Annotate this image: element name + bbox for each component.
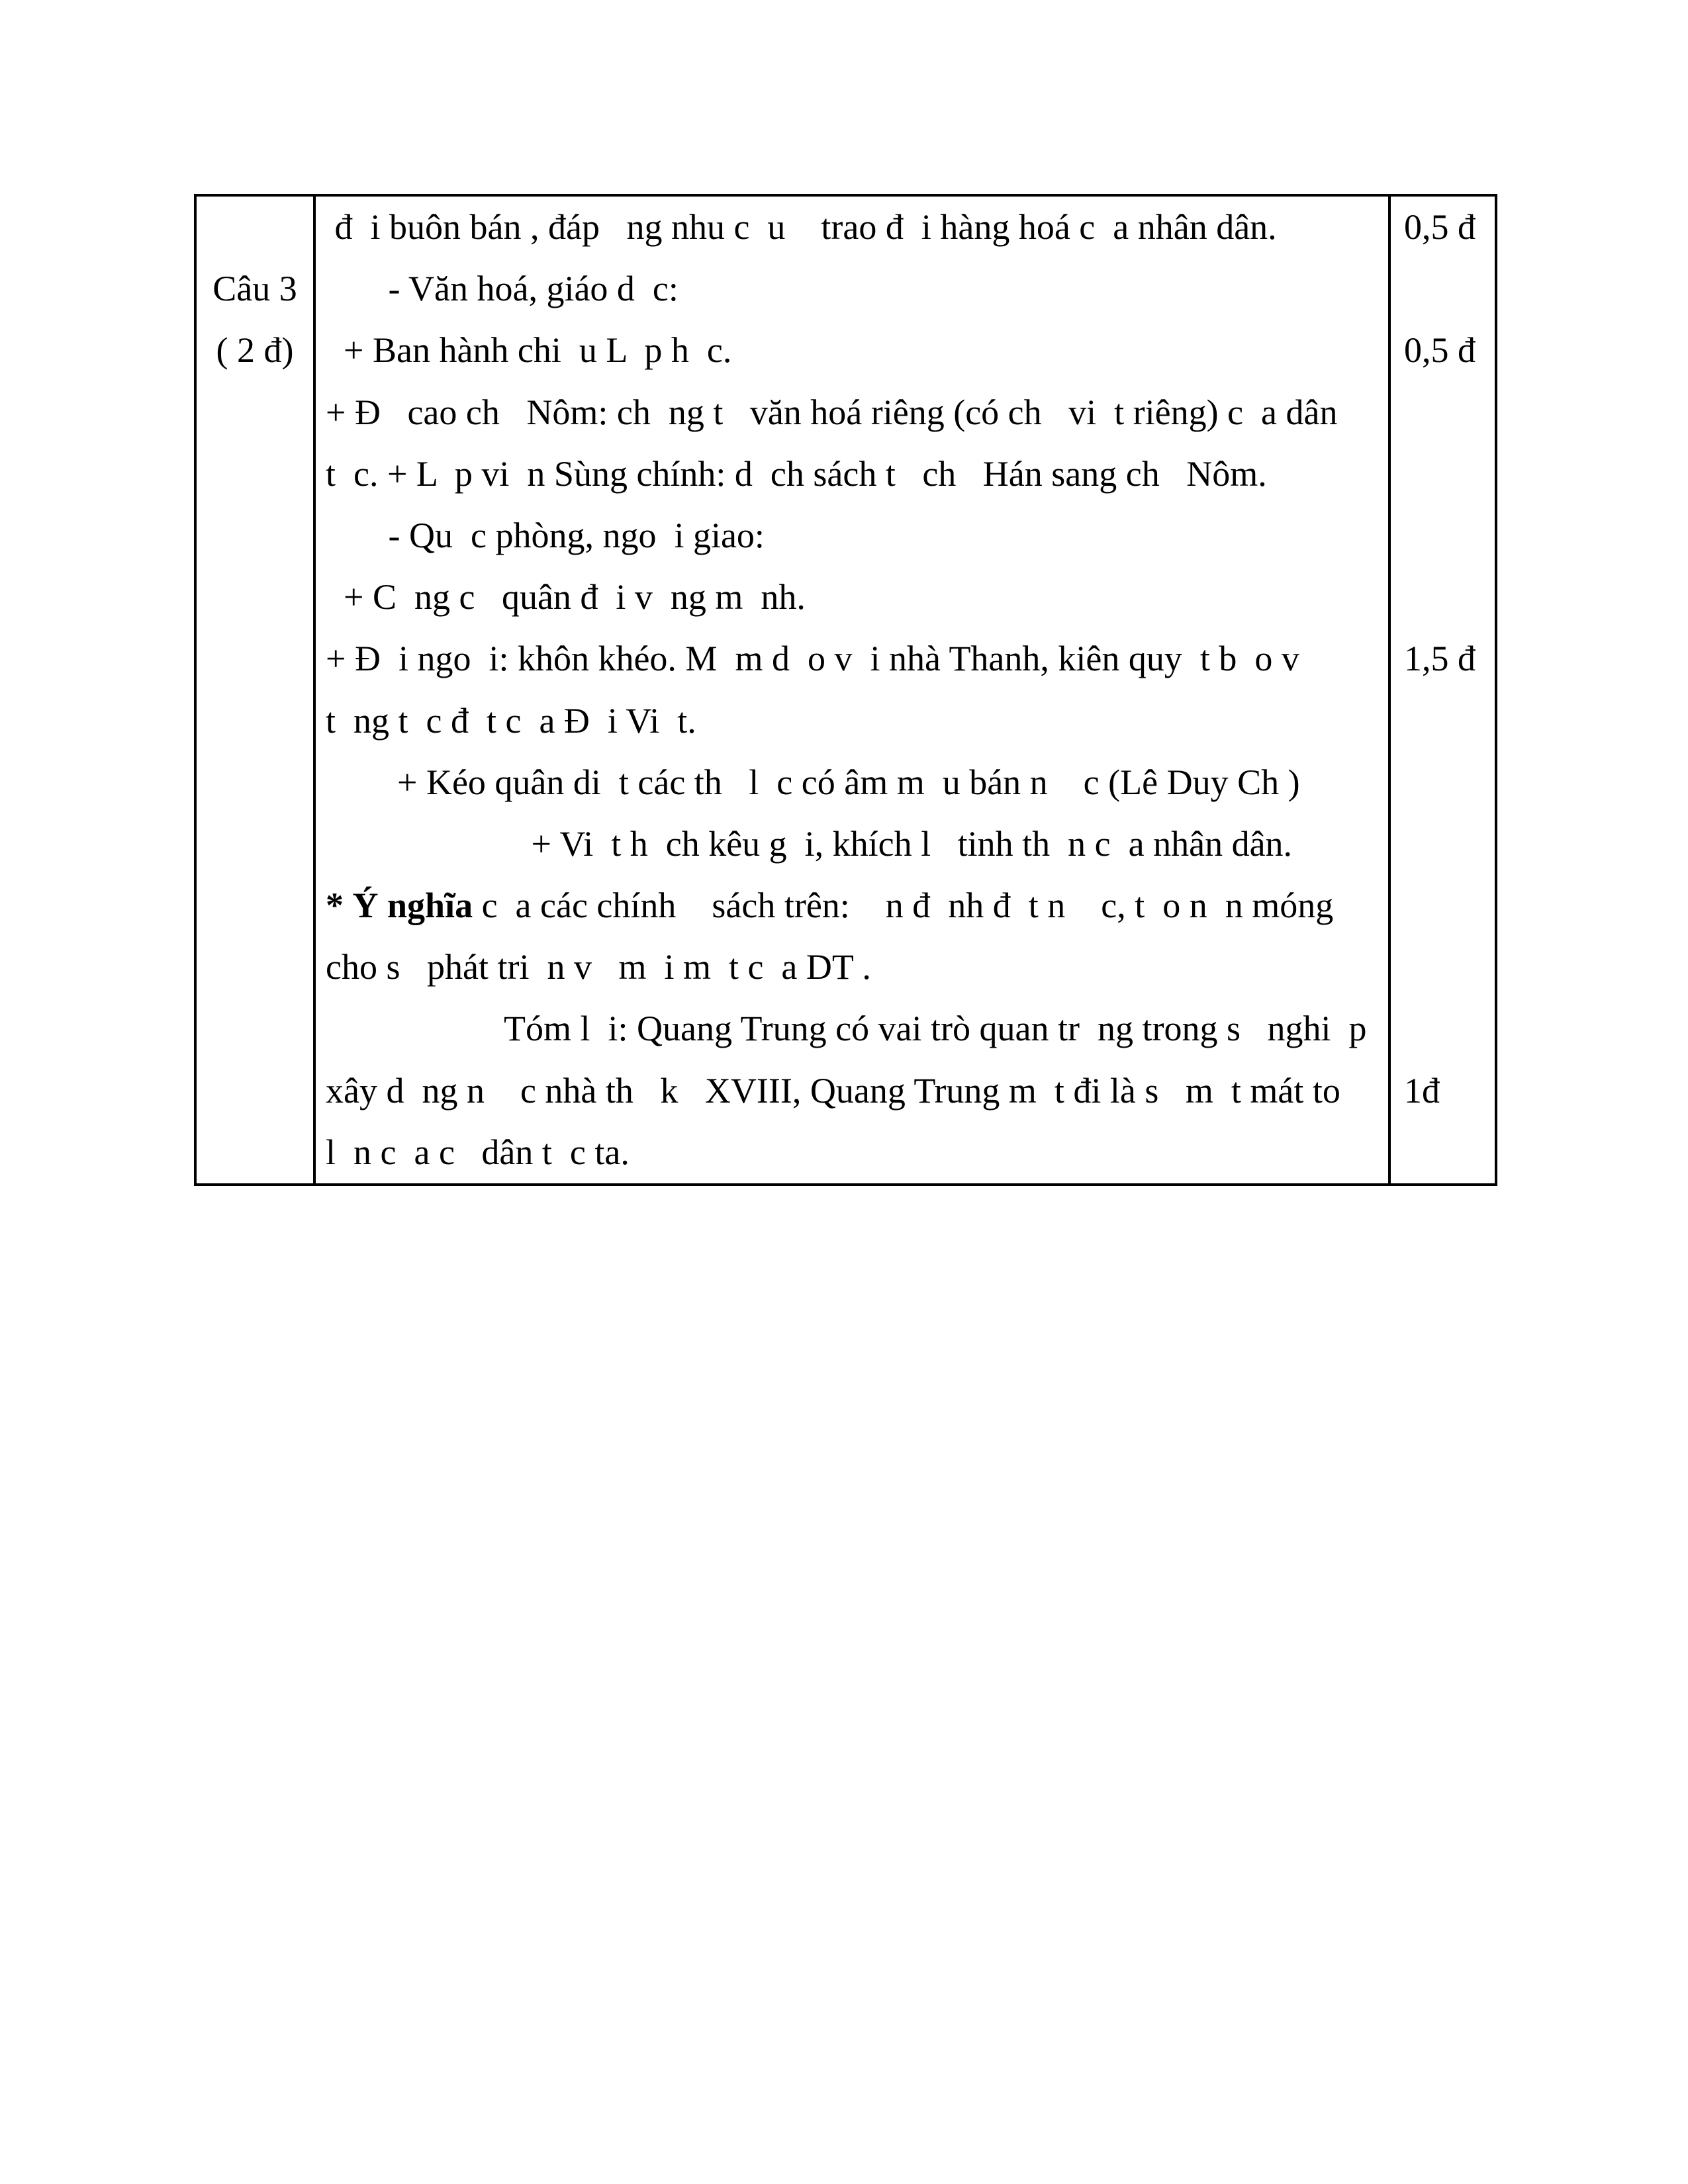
answer-key-table: [194, 194, 1497, 1186]
score-value: 1đ: [1404, 1070, 1440, 1111]
content-line-text: + Vi t h ch kêu g i, khích l tinh th n c a nhân dân.: [326, 823, 1293, 864]
content-line: [326, 936, 1388, 998]
content-line-text: c a các chính sách trên: n đ nh đ t n c, t o n n móng: [473, 886, 1334, 926]
score-column: [1391, 197, 1495, 1183]
content-line-text: + Kéo quân di t các th l c có âm m u bán n c (Lê Duy Ch ): [326, 762, 1300, 802]
content-line: [326, 320, 1388, 381]
content-line: [326, 628, 1388, 690]
content-line: [326, 998, 1388, 1060]
content-line: [326, 752, 1388, 813]
content-line: [326, 813, 1388, 875]
content-line: [326, 258, 1388, 320]
content-line: [326, 690, 1388, 752]
content-line: [326, 197, 1388, 258]
content-line-text: + C ng c quân đ i v ng m nh.: [326, 577, 806, 617]
content-line: [326, 1122, 1388, 1183]
content-line-text: + Đ i ngo i: khôn khéo. M m d o v i nhà Thanh, kiên quy t b o v: [326, 639, 1309, 679]
content-line-bold: * Ý nghĩa: [326, 886, 473, 926]
score-value: 0,5 đ: [1404, 330, 1476, 371]
content-line-text: t c. + L p vi n Sùng chính: d ch sách t ch Hán sang ch Nôm.: [326, 453, 1267, 494]
content-line-text: đ i buôn bán , đáp ng nhu c u trao đ i hàng hoá c a nhân dân.: [326, 207, 1277, 247]
content-line-text: Tóm l i: Quang Trung có vai trò quan tr ng trong s nghi p: [326, 1009, 1367, 1049]
question-total-points: ( 2 đ): [216, 330, 294, 371]
score-value: 0,5 đ: [1404, 207, 1476, 247]
content-line: [326, 567, 1388, 628]
content-column: [316, 197, 1391, 1183]
content-line-text: - Văn hoá, giáo d c:: [326, 269, 679, 309]
content-line-text: + Ban hành chi u L p h c.: [326, 330, 732, 371]
content-line: [326, 1060, 1388, 1122]
content-line-text: xây d ng n c nhà th k XVIII, Quang Trung m t đi là s m t mát to: [326, 1070, 1340, 1111]
content-line-text: t ng t c đ t c a Đ i Vi t.: [326, 700, 696, 741]
content-line-text: cho s phát tri n v m i m t c a DT .: [326, 947, 871, 987]
content-line: [326, 382, 1388, 443]
question-number: Câu 3: [212, 269, 297, 309]
question-column: [197, 197, 316, 1183]
score-value: 1,5 đ: [1404, 639, 1476, 679]
content-line-text: - Qu c phòng, ngo i giao:: [326, 515, 765, 555]
content-line-text: l n c a c dân t c ta.: [326, 1132, 630, 1172]
content-line: [326, 505, 1388, 567]
content-line-text: + Đ cao ch Nôm: ch ng t văn hoá riêng (có ch vi t riêng) c a dân: [326, 392, 1338, 432]
content-line: [326, 875, 1388, 936]
content-line: [326, 443, 1388, 505]
